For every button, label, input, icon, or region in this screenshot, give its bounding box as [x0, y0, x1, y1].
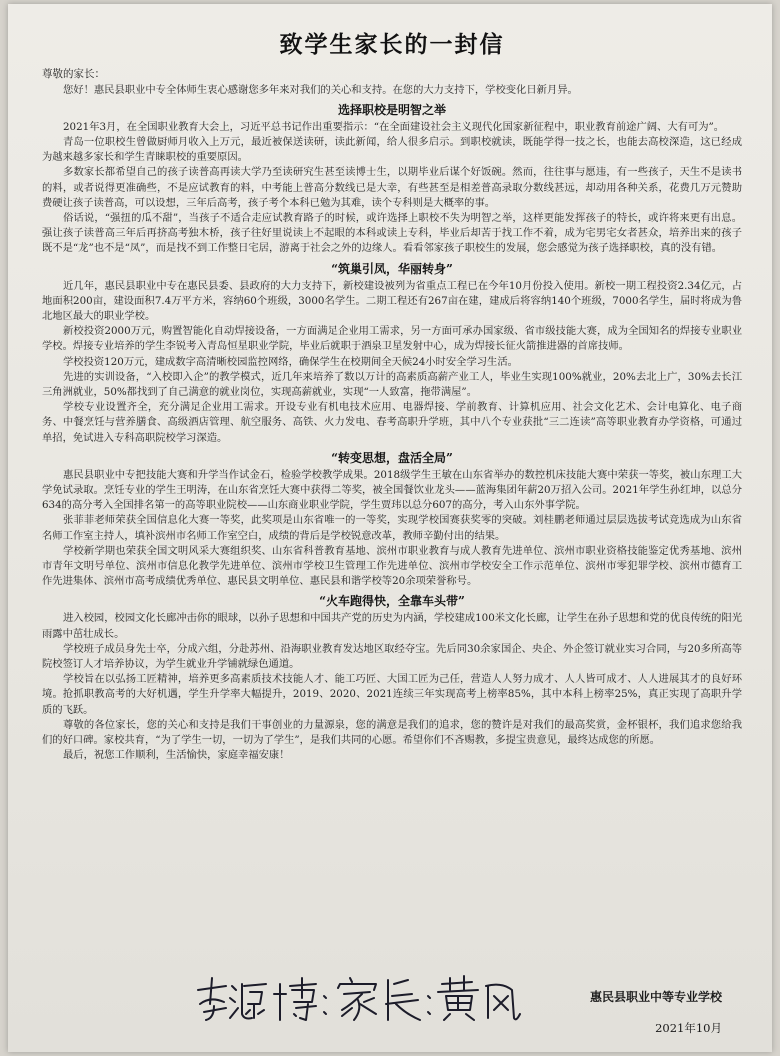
paragraph: 学校新学期也荣获全国文明风采大赛组织奖、山东省科普教育基地、滨州市职业教育与成人教育先进单位、滨州市职业资格技能鉴定优秀基地、滨州市青年文明号单位、滨州市信息化教学先进单位、滨州市学校卫生管理工作先进单位、滨州市学校安全工作示范单位、滨州市零犯罪学校、滨州市德育工作先进集体、滨州市高考成绩优秀单位、惠民县文明单位、惠民县和谐学校等20余项荣誉称号。	[42, 544, 742, 588]
letter-title: 致学生家长的一封信	[279, 31, 505, 58]
section-heading-2: “筑巢引凤，华丽转身”	[331, 261, 453, 276]
letter-date: 2021年10月	[655, 1021, 722, 1035]
section-heading-1: 选择职校是明智之举	[337, 102, 446, 117]
letter-content	[42, 26, 742, 763]
paragraph: 学校投资120万元，建成数字高清晰校园监控网络，确保学生在校期间全天候24小时安全学习生活。	[63, 355, 518, 368]
paragraph: 新校投资2000万元，购置智能化自动焊接设备，一方面满足企业用工需求，另一方面可承办国家级、省市级技能大赛，成为全国知名的焊接专业职业学校。焊接专业培养的学生李锐考入青岛恒星职业学院，毕业后就职于酒泉卫星发射中心，成为焊接长征火箭推进器的首席技师。	[42, 325, 742, 353]
paragraph: 近几年，惠民县职业中专在惠民县委、县政府的大力支持下，新校建设被列为省重点工程已在今年10月份投入使用。新校一期工程投资2.34亿元，占地面积200亩，建设面积7.4万平方米，容纳60个班级，3000名学生。二期工程还有267亩在建，建成后将容纳140个班级，7000名学生，届时将成为鲁北地区最大的职业学校。	[42, 279, 742, 322]
handwritten-signature	[192, 974, 522, 1026]
paragraph: 学校班子成员身先士卒，分成六组，分赴苏州、沿海职业教育发达地区取经夺宝。先后同30余家国企、央企、外企签订就业实习合同，与20多所高等院校签订人才培养协议，为学生就业升学铺就绿色通道。	[42, 642, 742, 670]
paragraph: 惠民县职业中专把技能大赛和升学当作试金石，检验学校教学成果。2018级学生王敏在山东省举办的数控机床技能大赛中荣获一等奖，被山东理工大学免试录取。烹饪专业的学生王明涛，在山东省烹饪大赛中获得二等奖，被全国餐饮业龙头——蓝海集团年薪20万招入公司。2021年学生孙红坤，以总分634的高分考入全国排名第一的高等职业院校——山东商业职业学院，学生贾玮以总分607的高分，考入山东外事学院。	[42, 468, 742, 512]
paragraph: 学校专业设置齐全，充分满足企业用工需求。开设专业有机电技术应用、电器焊接、学前教育、计算机应用、社会文化艺术、会计电算化、电子商务、中餐烹饪与营养膳食、高级酒店管理、航空服务、高铁、火力发电、春考高职升学班，其中八个专业获批“三二连读”高等职业教育办学资格，可通过单招，免试进入专科高职院校学习深造。	[42, 401, 742, 444]
salutation: 尊敬的家长：	[42, 68, 105, 80]
paragraph: 进入校园，校园文化长廊冲击你的眼球，以孙子思想和中国共产党的历史为内涵，学校建成100米文化长廊，让学生在孙子思想和党的优良传统的阳光雨露中茁壮成长。	[42, 612, 742, 640]
paragraph: 俗话说，“强扭的瓜不甜”，当孩子不适合走应试教育路子的时候，或许选择上职校不失为明智之举，这样更能发挥孩子的特长，或许将来更有出息。强让孩子读普高三年后再挤高考独木桥，孩子往好里说读上不起眼的本科或读上专科，毕业后却苦于找工作不着，成为宅男宅女者甚众，培养出来的孩子既不是“龙”也不是“凤”，而是找不到工作整日宅居，游离于社会之外的边缘人。看看邻家孩子职校生的发展，您会感觉为孩子选择职校，真的没有错。	[42, 211, 742, 255]
signature-area	[42, 972, 742, 1042]
paragraph: 青岛一位职校生曾做厨师月收入上万元，最近被保送读研，读此新闻，给人很多启示。到职校就读，既能学得一技之长，也能去高校深造，这已经成为越来越多家长和学生青睐职校的重要原因。	[42, 135, 742, 164]
paragraph: 尊敬的各位家长，您的关心和支持是我们干事创业的力量源泉，您的满意是我们的追求，您的赞许是对我们的最高奖赏，金杯银杯，我们追求您给我们的好口碑。家校共育，“为了学生一切，一切为了学生”，是我们共同的心愿。希望你们不吝赐教，多提宝贵意见，最终达成您的所愿。	[42, 718, 742, 747]
section-heading-3: “转变思想，盘活全局”	[331, 450, 453, 465]
paragraph: 2021年3月，在全国职业教育大会上，习近平总书记作出重要指示：“在全面建设社会主义现代化国家新征程中，职业教育前途广阔、大有可为”。	[63, 120, 725, 133]
paragraph: 学校旨在以弘扬工匠精神，培养更多高素质技术技能人才、能工巧匠、大国工匠为己任，营造人人努力成才、人人皆可成才、人人进展其才的良好环境。抢抓职教高考的大好机遇，学生升学率大幅提升，2019、2020、2021连续三年实现高考上榜率85%，其中本科上榜率25%，真正实现了高职升学质的飞跃。	[42, 673, 742, 716]
paragraph: 多数家长都希望自己的孩子读普高再读大学乃至读研究生甚至读博士生，以期毕业后谋个好饭碗。然而，往往事与愿违，有一些孩子，天生不是读书的料，或者说得更准确些，不是应试教育的料，中考能上普高分数线已是大幸，有些甚至是相差普高录取分数线甚远，却动用各种关系，花费几万元赞助费硬让孩子读普高，可以设想，三年后高考，孩子考个本科已勉为其难，读个专科则是大概率的事。	[42, 166, 742, 209]
section-heading-4: “火车跑得快，全靠车头带”	[319, 594, 465, 609]
letter-paper	[8, 4, 772, 1052]
intro-paragraph: 您好！惠民县职业中专全体师生衷心感谢您多年来对我们的关心和支持。在您的大力支持下，学校变化日新月异。	[63, 83, 578, 96]
school-name: 惠民县职业中等专业学校	[589, 990, 722, 1004]
paragraph: 最后，祝您工作顺利，生活愉快，家庭幸福安康！	[63, 749, 290, 762]
paragraph: 张菲菲老师荣获全国信息化大赛一等奖，此奖项是山东省唯一的一等奖，实现学校国赛获奖零的突破。刘桂鹏老师通过层层选拔考试竞选成为山东省名师工作室主持人，填补滨州市名师工作室空白，成绩的背后是学校锐意改革，教师辛勤付出的结果。	[42, 514, 742, 542]
paragraph: 先进的实训设备，“入校即入企”的教学模式，近几年来培养了数以万计的高素质高薪产业工人，毕业生实现100%就业，20%去北上广，30%去长江三角洲就业，50%都找到了自己满意的就业岗位，实现高薪就业，实现“一人致富，拖带满屋”。	[42, 370, 742, 398]
